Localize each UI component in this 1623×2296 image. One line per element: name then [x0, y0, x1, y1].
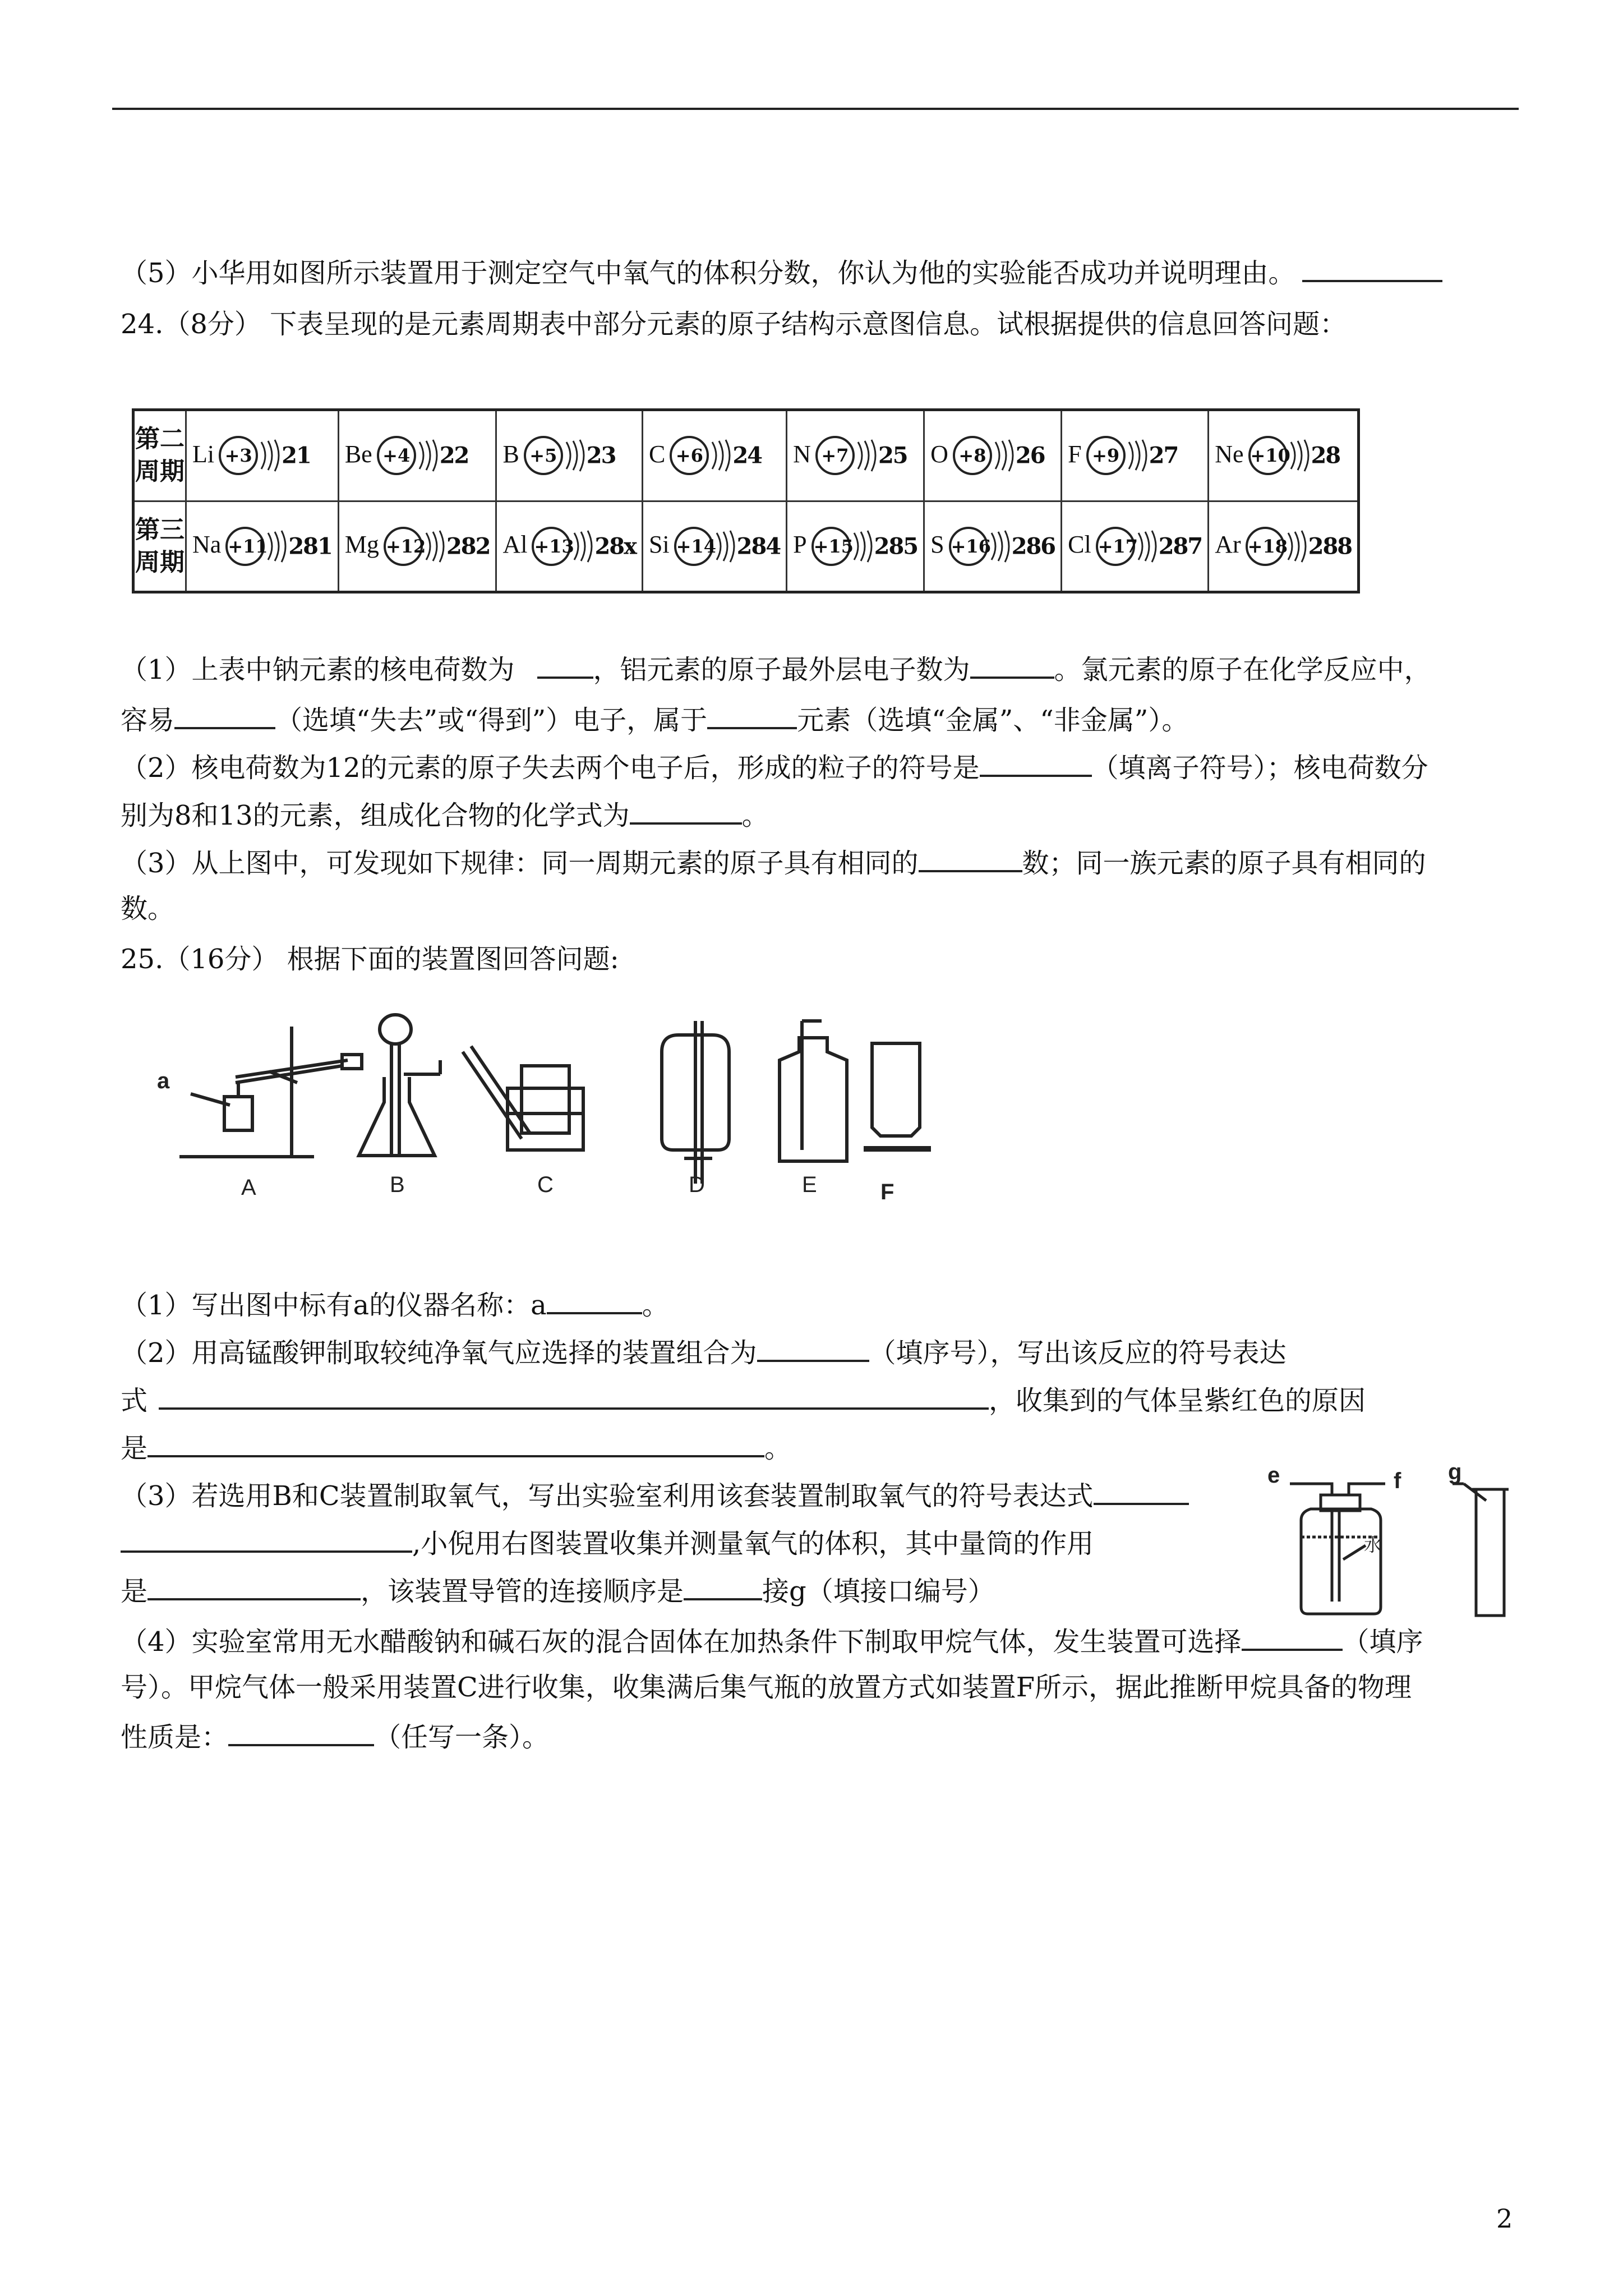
shell-arcs — [713, 530, 737, 559]
shell-arcs — [855, 440, 878, 468]
electron-config: 28x — [594, 533, 636, 560]
shell-arcs — [992, 440, 1016, 468]
period3-cell — [1062, 501, 1209, 592]
element-symbol: Al — [502, 531, 528, 559]
period2-cell — [924, 410, 1062, 501]
header-rule — [112, 108, 1519, 110]
q25-part4-line2: 号）。甲烷气体一般采用装置C进行收集，收集满后集气瓶的放置方式如装置F所示，据此推断甲烷具备的物理 — [121, 1672, 1412, 1703]
element-symbol: Ne — [1215, 440, 1244, 468]
electron-config: 284 — [736, 533, 781, 560]
side-label-f: f — [1394, 1469, 1401, 1493]
electron-config: 24 — [732, 442, 762, 469]
answer-blank[interactable] — [147, 1572, 361, 1600]
q24-part2-line1: （2）核电荷数为12的元素的原子失去两个电子后，形成的粒子的符号是 （填离子符号）；核电荷数分 — [121, 749, 1428, 785]
electron-config: 282 — [446, 533, 490, 560]
q25-part4-line3: 性质是： （任写一条）。 — [121, 1718, 549, 1754]
q25-part3-line3: 是 ，该装置导管的连接顺序是 接g（填接口编号） — [121, 1572, 995, 1608]
element-symbol: S — [930, 531, 944, 559]
apparatus-label: E — [802, 1172, 817, 1197]
apparatus-label: C — [537, 1172, 554, 1197]
element-symbol: Be — [344, 440, 372, 468]
side-label-water: 水 — [1364, 1534, 1382, 1556]
shell-arcs — [988, 530, 1012, 559]
q25-part2-line3: 是 。 — [121, 1429, 791, 1465]
shell-arcs — [423, 530, 446, 559]
page-number: 2 — [1496, 2203, 1513, 2234]
element-symbol: Na — [192, 531, 222, 559]
q24-part3-line1: （3）从上图中，可发现如下规律：同一周期元素的原子具有相同的 数；同一族元素的原子具有相同的 — [121, 844, 1426, 880]
electron-config: 288 — [1308, 533, 1352, 560]
shell-arcs — [563, 440, 587, 468]
q25-part3-line1: （3）若选用B和C装置制取氧气，写出实验室利用该套装置制取氧气的符号表达式 — [121, 1477, 1189, 1513]
element-symbol: Li — [192, 440, 215, 468]
element-symbol: P — [793, 531, 807, 559]
period3-cell — [787, 501, 924, 592]
apparatus-figure — [157, 999, 953, 1206]
apparatus-a — [179, 1027, 362, 1157]
nucleus: +16 — [949, 527, 988, 566]
periodic-table-excerpt — [132, 408, 1360, 593]
period3-cell — [338, 501, 496, 592]
q25-part3-line2: ,小倪用右图装置收集并测量氧气的体积，其中量筒的作用 — [121, 1525, 1094, 1561]
nucleus: +14 — [674, 527, 713, 566]
element-symbol: Cl — [1068, 531, 1091, 559]
element-symbol: Ar — [1215, 531, 1241, 559]
q23-part5-text: （5）小华用如图所示装置用于测定空气中氧气的体积分数，你认为他的实验能否成功并说明理由。 — [121, 257, 1295, 289]
answer-blank[interactable] — [980, 749, 1092, 777]
element-symbol: Mg — [344, 531, 379, 559]
answer-blank[interactable] — [757, 1334, 869, 1362]
element-symbol: B — [502, 440, 519, 468]
q24-title: 24.（8分） 下表呈现的是元素周期表中部分元素的原子结构示意图信息。试根据提供的信息回答问题： — [121, 309, 1347, 340]
gas-collection-figure — [1267, 1467, 1525, 1618]
answer-blank[interactable] — [970, 651, 1054, 679]
element-symbol: O — [930, 440, 948, 468]
nucleus: +5 — [524, 436, 563, 475]
apparatus-label: B — [390, 1172, 405, 1197]
answer-blank[interactable] — [159, 1382, 989, 1410]
apparatus-label: A — [241, 1175, 256, 1200]
q24-part2-line2: 别为8和13的元素，组成化合物的化学式为 。 — [121, 797, 769, 832]
q24-part1-line1: （1）上表中钠元素的核电荷数为 ，铝元素的原子最外层电子数为 。氯元素的原子在化学反应中， — [121, 651, 1431, 687]
apparatus-c — [463, 1046, 583, 1150]
nucleus: +18 — [1246, 527, 1285, 566]
q25-part1: （1）写出图中标有a的仪器名称：a 。 — [121, 1286, 669, 1322]
period2-cell — [338, 410, 496, 501]
apparatus-e — [780, 1021, 847, 1161]
shell-arcs — [851, 530, 874, 559]
answer-blank[interactable] — [1242, 1623, 1343, 1651]
answer-blank[interactable] — [537, 651, 593, 679]
apparatus-f — [864, 1043, 931, 1149]
element-symbol: C — [648, 440, 666, 468]
period2-cell — [186, 410, 339, 501]
period2-cell — [642, 410, 786, 501]
shell-arcs — [265, 530, 288, 559]
nucleus: +17 — [1096, 527, 1135, 566]
q25-title: 25.（16分） 根据下面的装置图回答问题: — [121, 944, 619, 975]
electron-config: 285 — [874, 533, 918, 560]
side-label-e: e — [1267, 1467, 1280, 1488]
apparatus-label-a: a — [157, 1069, 170, 1093]
period3-cell — [924, 501, 1062, 592]
period3-row — [133, 501, 1359, 592]
answer-blank[interactable] — [547, 1286, 642, 1314]
nucleus: +9 — [1086, 436, 1126, 475]
electron-config: 26 — [1015, 442, 1045, 469]
electron-config: 27 — [1149, 442, 1178, 469]
answer-blank[interactable] — [1302, 254, 1442, 282]
electron-config: 286 — [1011, 533, 1055, 560]
nucleus: +6 — [670, 436, 709, 475]
apparatus-label: D — [689, 1172, 705, 1197]
electron-config: 21 — [282, 442, 311, 469]
answer-blank[interactable] — [684, 1572, 762, 1600]
side-label-g: g — [1448, 1467, 1462, 1484]
shell-arcs — [1126, 440, 1149, 468]
shell-arcs — [1288, 440, 1311, 468]
answer-blank[interactable] — [919, 844, 1022, 872]
q25-part2-line2: 式 ，收集到的气体呈紫红色的原因 — [121, 1382, 1366, 1418]
q25-part4-line1: （4）实验室常用无水醋酸钠和碱石灰的混合固体在加热条件下制取甲烷气体，发生装置可选择 （填序 — [121, 1623, 1423, 1659]
period3-cell — [642, 501, 786, 592]
q24-part3-line2: 数。 — [121, 893, 175, 924]
nucleus: +7 — [815, 436, 855, 475]
period2-label: 第二周期 — [133, 410, 186, 501]
nucleus: +13 — [532, 527, 571, 566]
shell-arcs — [1285, 530, 1308, 559]
apparatus-b — [359, 1015, 440, 1156]
q23-part5 — [121, 254, 1442, 290]
electron-config: 281 — [288, 533, 332, 560]
period3-cell — [186, 501, 339, 592]
period3-cell — [496, 501, 643, 592]
nucleus: +15 — [811, 527, 851, 566]
answer-blank[interactable] — [1094, 1477, 1189, 1505]
nucleus: +8 — [953, 436, 992, 475]
nucleus: +12 — [384, 527, 423, 566]
apparatus-label: F — [880, 1180, 895, 1204]
nucleus: +4 — [377, 436, 416, 475]
nucleus: +11 — [225, 527, 265, 566]
shell-arcs — [709, 440, 732, 468]
period3-label: 第三周期 — [133, 501, 186, 592]
nucleus: +10 — [1248, 436, 1288, 475]
period3-cell — [1209, 501, 1359, 592]
period2-cell — [496, 410, 643, 501]
electron-config: 25 — [878, 442, 907, 469]
answer-blank[interactable] — [228, 1718, 374, 1746]
shell-arcs — [1135, 530, 1159, 559]
element-symbol: Si — [648, 531, 670, 559]
period2-cell — [1209, 410, 1359, 501]
q25-part2-line1: （2）用高锰酸钾制取较纯净氧气应选择的装置组合为 （填序号），写出该反应的符号表达 — [121, 1334, 1287, 1370]
electron-config: 287 — [1158, 533, 1202, 560]
shell-arcs — [416, 440, 440, 468]
apparatus-d — [662, 1021, 729, 1184]
element-symbol: F — [1068, 440, 1082, 468]
electron-config: 22 — [439, 442, 469, 469]
period2-cell — [1062, 410, 1209, 501]
nucleus: +3 — [219, 436, 258, 475]
shell-arcs — [258, 440, 282, 468]
answer-blank[interactable] — [630, 797, 742, 825]
answer-blank[interactable] — [174, 701, 275, 729]
element-symbol: N — [793, 440, 811, 468]
answer-blank[interactable] — [121, 1525, 412, 1553]
electron-config: 23 — [586, 442, 616, 469]
period2-cell — [787, 410, 924, 501]
electron-config: 28 — [1311, 442, 1340, 469]
answer-blank[interactable] — [147, 1429, 764, 1457]
period2-row — [133, 410, 1359, 501]
answer-blank[interactable] — [707, 701, 797, 729]
q24-part1-line2: 容易 （选填“失去”或“得到”）电子，属于 元素（选填“金属”、“非金属”）。 — [121, 701, 1188, 737]
shell-arcs — [571, 530, 594, 559]
